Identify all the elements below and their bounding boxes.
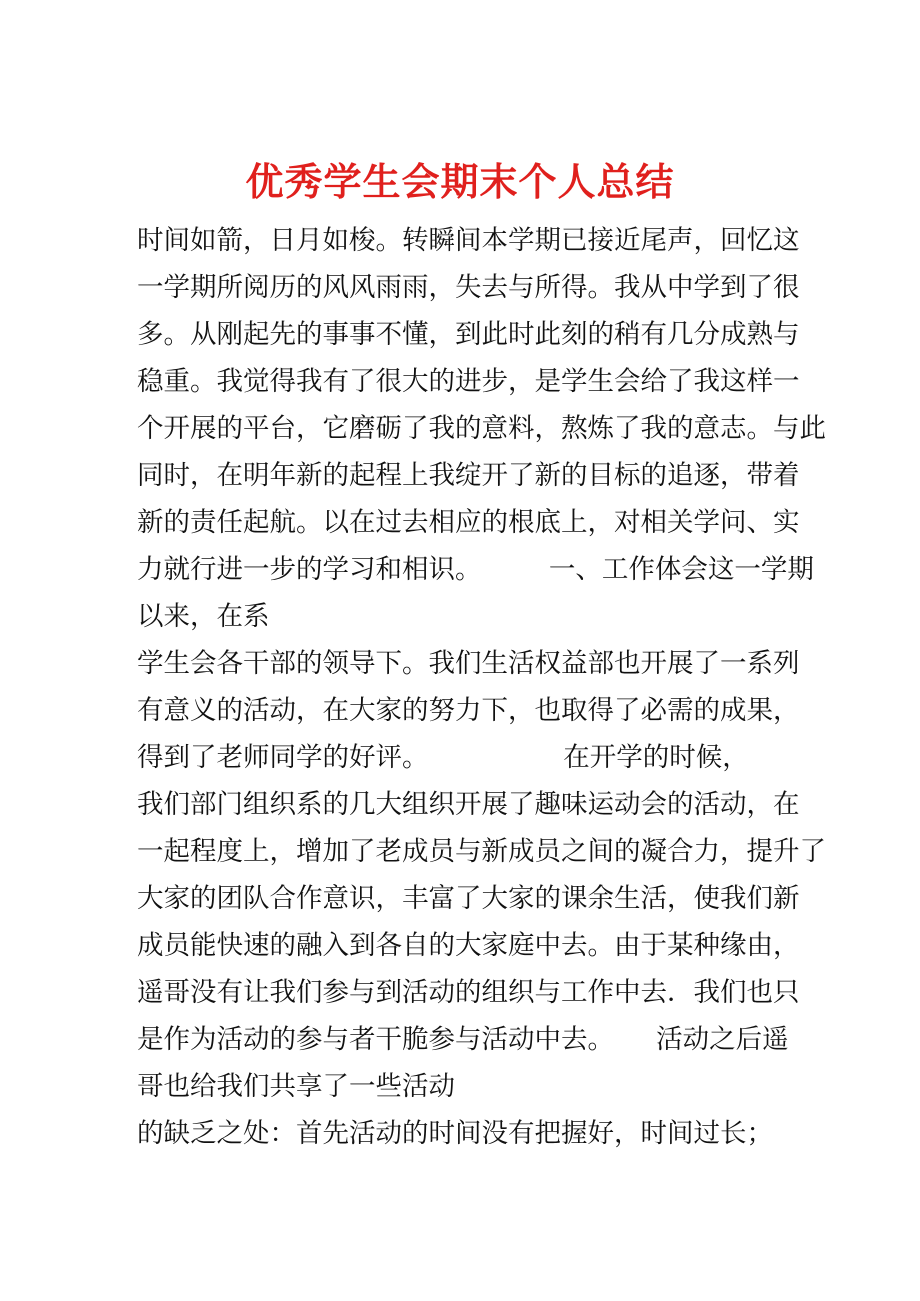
body-line-18: 是作为活动的参与者干脆参与活动中去。 活动之后遥 (137, 1024, 789, 1055)
body-line-11: 有意义的活动，在大家的努力下，也取得了必需的成果， (137, 695, 800, 726)
body-line-5: 个开展的平台，它磨砺了我的意料，熬炼了我的意志。与此 (137, 413, 826, 444)
body-line-7: 新的责任起航。以在过去相应的根底上，对相关学问、实 (137, 507, 800, 538)
body-line-2: 一学期所阅历的风风雨雨，失去与所得。我从中学到了很 (137, 272, 800, 303)
body-line-6: 同时，在明年新的起程上我绽开了新的目标的追逐，带着 (137, 460, 800, 491)
body-line-12: 得到了老师同学的好评。 在开学的时候， (137, 742, 749, 773)
body-line-1: 时间如箭，日月如梭。转瞬间本学期已接近尾声，回忆这 (137, 225, 800, 256)
body-line-8: 力就行进一步的学习和相识。 一、工作体会这一学期 (137, 554, 814, 585)
body-line-13: 我们部门组织系的几大组织开展了趣味运动会的活动，在 (137, 789, 800, 820)
body-line-10: 学生会各干部的领导下。我们生活权益部也开展了一系列 (137, 648, 800, 679)
body-line-16: 成员能快速的融入到各自的大家庭中去。由于某种缘由， (137, 930, 800, 961)
body-line-4: 稳重。我觉得我有了很大的进步，是学生会给了我这样一 (137, 366, 800, 397)
body-line-14: 一起程度上，增加了老成员与新成员之间的凝合力，提升了 (137, 836, 826, 867)
body-line-17: 遥哥没有让我们参与到活动的组织与工作中去．我们也只 (137, 977, 800, 1008)
body-line-19: 哥也给我们共享了一些活动 (137, 1071, 455, 1102)
body-line-20: 的缺乏之处：首先活动的时间没有把握好，时间过长； (137, 1118, 773, 1149)
document-title: 优秀学生会期末个人总结 (245, 160, 675, 204)
body-line-15: 大家的团队合作意识，丰富了大家的课余生活，使我们新 (137, 883, 800, 914)
body-line-9: 以来，在系 (137, 601, 270, 632)
body-line-3: 多。从刚起先的事事不懂，到此时此刻的稍有几分成熟与 (137, 319, 800, 350)
